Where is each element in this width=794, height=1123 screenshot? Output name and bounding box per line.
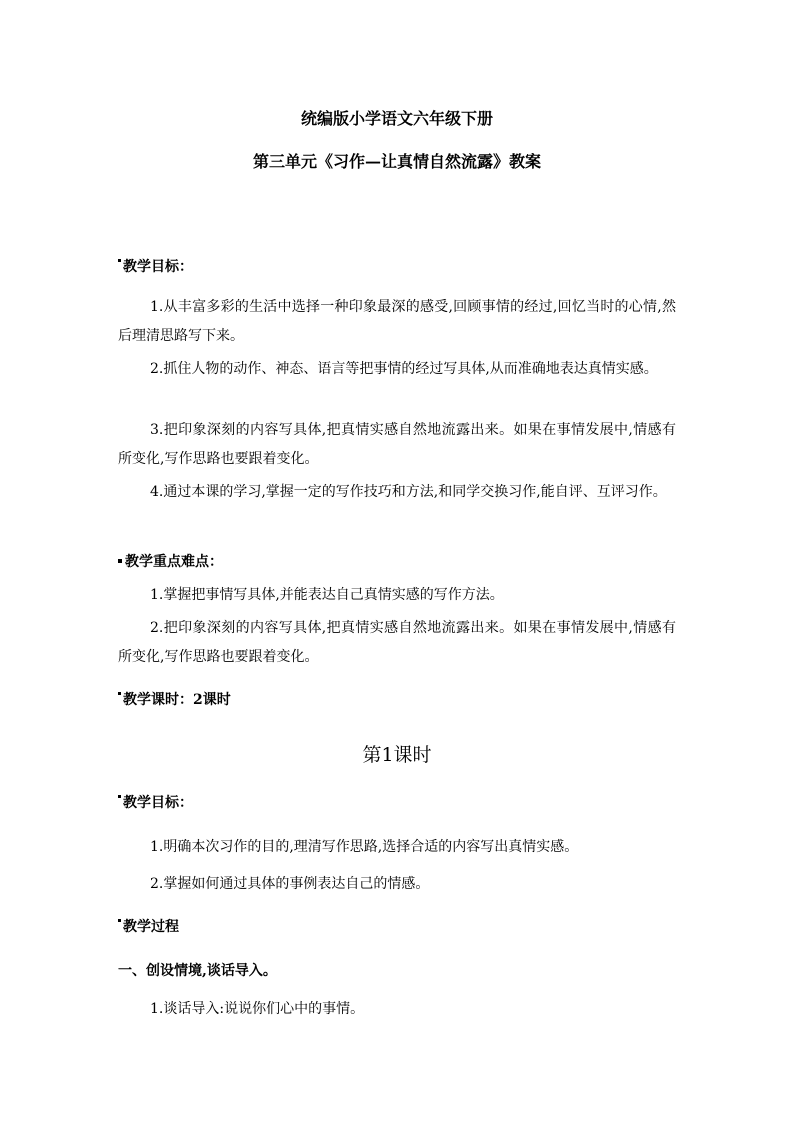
keypoint-item-2: 2.把印象深刻的内容写具体,把真情实感自然地流露出来。如果在事情发展中,情感有所变化,写作思路也要跟着变化。	[118, 620, 676, 665]
section-heading-text: 教学目标：	[123, 795, 193, 811]
section-heading-keypoints	[118, 551, 223, 571]
section-heading-text: 教学过程	[123, 919, 179, 935]
bullet-icon	[118, 692, 121, 695]
bullet-icon	[118, 919, 121, 922]
lesson-title: 第1课时	[362, 744, 432, 766]
objective-item-1: 1.从丰富多彩的生活中选择一种印象最深的感受,回顾事情的经过,回忆当时的心情,然后理清思路写下来。	[118, 299, 676, 344]
section-heading-process	[118, 916, 179, 936]
bullet-icon	[118, 259, 121, 262]
bullet-icon	[118, 559, 122, 563]
section-heading-objectives	[118, 256, 193, 276]
keypoint-item-1: 1.掌握把事情写具体,并能表达自己真情实感的写作方法。	[150, 587, 504, 603]
objective-item-2: 2.抓住人物的动作、神态、语言等把事情的经过写具体,从而准确地表达真情实感。	[150, 361, 658, 377]
doc-title-line1: 统编版小学语文六年级下册	[300, 109, 493, 128]
bullet-icon	[118, 795, 121, 798]
doc-title-line2: 第三单元《习作—让真情自然流露》教案	[252, 152, 541, 171]
step1-heading: 一、创设情境,谈话导入。	[118, 963, 277, 979]
step1-item-1: 1.谈话导入:说说你们心中的事情。	[150, 1001, 365, 1017]
section-heading-hours	[118, 689, 231, 709]
section-heading-text: 教学重点难点：	[125, 554, 223, 570]
lesson-objective-item-1: 1.明确本次习作的目的,理清写作思路,选择合适的内容写出真情实感。	[150, 839, 579, 855]
section-heading-lesson-objectives	[118, 792, 193, 812]
objective-item-4: 4.通过本课的学习,掌握一定的写作技巧和方法,和同学交换习作,能自评、互评习作。	[150, 484, 667, 500]
section-heading-text: 教学课时：2课时	[123, 692, 231, 708]
lesson-objective-item-2: 2.掌握如何通过具体的事例表达自己的情感。	[150, 876, 430, 892]
section-heading-text: 教学目标：	[123, 259, 193, 275]
objective-item-3: 3.把印象深刻的内容写具体,把真情实感自然地流露出来。如果在事情发展中,情感有所变化,写作思路也要跟着变化。	[118, 422, 676, 467]
